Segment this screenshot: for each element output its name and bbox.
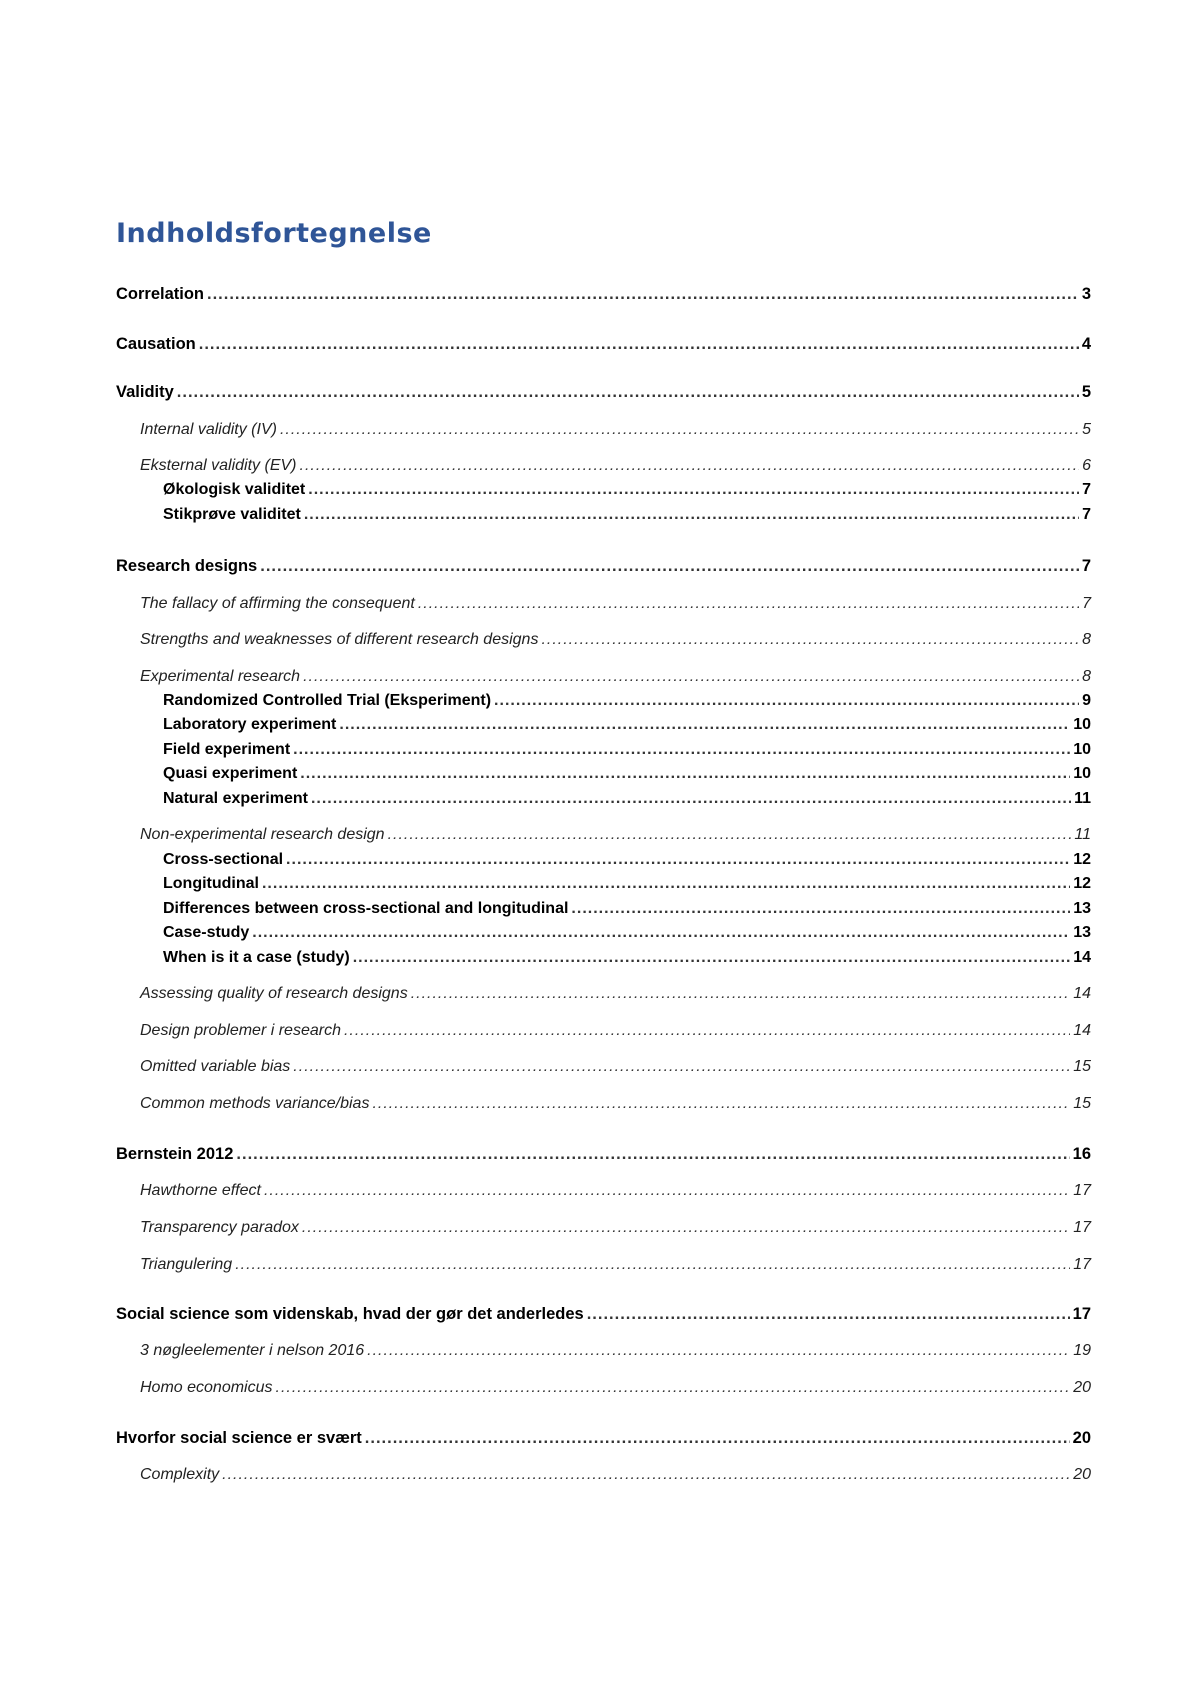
toc-dot-leader bbox=[260, 555, 1079, 577]
toc-page-number: 13 bbox=[1073, 924, 1091, 941]
toc-dot-leader bbox=[303, 666, 1079, 688]
toc-page-number: 17 bbox=[1073, 1219, 1091, 1236]
toc-page-number: 5 bbox=[1081, 383, 1091, 401]
toc-entry[interactable] bbox=[163, 873, 1091, 895]
toc-entry[interactable] bbox=[163, 479, 1091, 501]
toc-entry[interactable] bbox=[140, 1180, 1091, 1202]
toc-entry-label: Homo economicus bbox=[140, 1379, 273, 1396]
toc-entry-label: Cross-sectional bbox=[163, 851, 284, 868]
toc-page-number: 6 bbox=[1082, 457, 1091, 474]
toc-entry-label: Hvorfor social science er svært bbox=[116, 1429, 362, 1447]
toc-dot-leader bbox=[587, 1303, 1070, 1325]
toc-entry-label: Assessing quality of research designs bbox=[140, 985, 408, 1002]
toc-page-number: 5 bbox=[1082, 421, 1091, 438]
toc-page-number: 10 bbox=[1073, 741, 1091, 758]
toc-dot-leader bbox=[304, 504, 1079, 526]
toc-entry[interactable] bbox=[163, 714, 1091, 736]
toc-entry-label: Økologisk validitet bbox=[163, 481, 306, 498]
toc-page-number: 19 bbox=[1073, 1342, 1091, 1359]
toc-entry[interactable] bbox=[140, 666, 1091, 688]
toc-entry[interactable] bbox=[163, 922, 1091, 944]
toc-dot-leader bbox=[293, 1056, 1070, 1078]
toc-entry[interactable] bbox=[140, 419, 1091, 441]
toc-entry[interactable] bbox=[116, 555, 1091, 577]
toc-dot-leader bbox=[418, 593, 1079, 615]
toc-page-number: 17 bbox=[1073, 1256, 1091, 1273]
toc-page-number: 14 bbox=[1073, 985, 1091, 1002]
toc-dot-leader bbox=[571, 898, 1070, 920]
toc-page-number: 8 bbox=[1082, 631, 1091, 648]
toc-dot-leader bbox=[199, 333, 1079, 355]
toc-entry[interactable] bbox=[140, 1217, 1091, 1239]
toc-page-number: 9 bbox=[1082, 692, 1091, 709]
toc-page-number: 12 bbox=[1073, 851, 1091, 868]
toc-page-number: 3 bbox=[1081, 285, 1091, 303]
toc-entry-label: Longitudinal bbox=[163, 875, 259, 892]
toc-dot-leader bbox=[308, 479, 1079, 501]
toc-entry-label: Eksternal validity (EV) bbox=[140, 457, 297, 474]
toc-page-number: 12 bbox=[1073, 875, 1091, 892]
toc-dot-leader bbox=[541, 629, 1079, 651]
toc-entry[interactable] bbox=[140, 1377, 1091, 1399]
toc-entry-label: Differences between cross-sectional and longitudinal bbox=[163, 900, 569, 917]
toc-entry-label: Design problemer i research bbox=[140, 1022, 341, 1039]
toc-entry[interactable] bbox=[116, 1427, 1091, 1449]
toc-dot-leader bbox=[264, 1180, 1070, 1202]
toc-entry[interactable] bbox=[163, 504, 1091, 526]
toc-entry[interactable] bbox=[116, 381, 1091, 403]
toc-entry-label: Transparency paradox bbox=[140, 1219, 299, 1236]
toc-page-number: 17 bbox=[1072, 1305, 1091, 1323]
toc-entry-label: Research designs bbox=[116, 557, 258, 575]
toc-page-number: 7 bbox=[1082, 481, 1091, 498]
toc-dot-leader bbox=[344, 1020, 1070, 1042]
toc-entry[interactable] bbox=[140, 593, 1091, 615]
toc-dot-leader bbox=[365, 1427, 1070, 1449]
toc-page-number: 14 bbox=[1073, 1022, 1091, 1039]
toc-entry[interactable] bbox=[140, 824, 1091, 846]
toc-dot-leader bbox=[353, 947, 1070, 969]
toc-entry-label: Bernstein 2012 bbox=[116, 1145, 234, 1163]
toc-dot-leader bbox=[388, 824, 1072, 846]
toc-entry-label: Hawthorne effect bbox=[140, 1182, 261, 1199]
toc-page-number: 14 bbox=[1073, 949, 1091, 966]
toc-dot-leader bbox=[252, 922, 1070, 944]
toc-dot-leader bbox=[286, 849, 1070, 871]
toc-dot-leader bbox=[372, 1093, 1070, 1115]
toc-dot-leader bbox=[207, 283, 1079, 305]
toc-dot-leader bbox=[300, 455, 1080, 477]
toc-heading: Indholdsfortegnelse bbox=[116, 218, 432, 249]
toc-entry[interactable] bbox=[163, 763, 1091, 785]
toc-entry-label: When is it a case (study) bbox=[163, 949, 350, 966]
toc-page-number: 20 bbox=[1072, 1429, 1091, 1447]
toc-page-number: 20 bbox=[1073, 1466, 1091, 1483]
toc-entry[interactable] bbox=[140, 1093, 1091, 1115]
toc-entry[interactable] bbox=[140, 455, 1091, 477]
toc-entry[interactable] bbox=[140, 983, 1091, 1005]
toc-entry-label: Non-experimental research design bbox=[140, 826, 385, 843]
toc-dot-leader bbox=[411, 983, 1071, 1005]
toc-entry-label: Internal validity (IV) bbox=[140, 421, 277, 438]
toc-entry-label: Common methods variance/bias bbox=[140, 1095, 370, 1112]
toc-dot-leader bbox=[300, 763, 1070, 785]
toc-entry-label: Omitted variable bias bbox=[140, 1058, 291, 1075]
toc-entry-label: 3 nøgleelementer i nelson 2016 bbox=[140, 1342, 365, 1359]
toc-entry[interactable] bbox=[163, 898, 1091, 920]
toc-entry[interactable] bbox=[116, 283, 1091, 305]
toc-entry-label: The fallacy of affirming the consequent bbox=[140, 595, 415, 612]
toc-page-number: 11 bbox=[1074, 826, 1091, 843]
toc-entry[interactable] bbox=[116, 1303, 1091, 1325]
toc-dot-leader bbox=[177, 381, 1079, 403]
toc-dot-leader bbox=[236, 1143, 1069, 1165]
toc-page-number: 7 bbox=[1081, 557, 1091, 575]
toc-dot-leader bbox=[235, 1254, 1070, 1276]
toc-dot-leader bbox=[339, 714, 1070, 736]
toc-entry-label: Field experiment bbox=[163, 741, 291, 758]
toc-entry[interactable] bbox=[163, 739, 1091, 761]
toc-page-number: 10 bbox=[1073, 716, 1091, 733]
toc-entry-label: Complexity bbox=[140, 1466, 220, 1483]
toc-page-number: 15 bbox=[1073, 1058, 1091, 1075]
toc-dot-leader bbox=[276, 1377, 1071, 1399]
toc-dot-leader bbox=[311, 788, 1071, 810]
toc-entry[interactable] bbox=[140, 1340, 1091, 1362]
toc-entry[interactable] bbox=[140, 629, 1091, 651]
toc-page-number: 20 bbox=[1073, 1379, 1091, 1396]
toc-page-number: 4 bbox=[1081, 335, 1091, 353]
toc-dot-leader bbox=[222, 1464, 1070, 1486]
toc-entry-label: Natural experiment bbox=[163, 790, 308, 807]
toc-dot-leader bbox=[262, 873, 1070, 895]
toc-entry[interactable] bbox=[163, 690, 1091, 712]
toc-entry[interactable] bbox=[140, 1056, 1091, 1078]
toc-page-number: 17 bbox=[1073, 1182, 1091, 1199]
toc-entry-label: Stikprøve validitet bbox=[163, 506, 301, 523]
toc-entry[interactable] bbox=[140, 1254, 1091, 1276]
toc-page-number: 7 bbox=[1082, 506, 1091, 523]
toc-entry[interactable] bbox=[140, 1464, 1091, 1486]
toc-entry[interactable] bbox=[163, 947, 1091, 969]
toc-entry-label: Validity bbox=[116, 383, 174, 401]
toc-entry-label: Triangulering bbox=[140, 1256, 233, 1273]
toc-entry-label: Correlation bbox=[116, 285, 205, 303]
toc-entry[interactable] bbox=[116, 1143, 1091, 1165]
toc-entry[interactable] bbox=[163, 788, 1091, 810]
toc-entry-label: Social science som videnskab, hvad der gør det anderledes bbox=[116, 1305, 584, 1323]
toc-entry-label: Causation bbox=[116, 335, 196, 353]
toc-entry-label: Randomized Controlled Trial (Eksperiment) bbox=[163, 692, 492, 709]
toc-entry[interactable] bbox=[116, 333, 1091, 355]
toc-page-number: 16 bbox=[1072, 1145, 1091, 1163]
toc-page-number: 11 bbox=[1074, 790, 1091, 807]
toc-page-number: 15 bbox=[1073, 1095, 1091, 1112]
toc-dot-leader bbox=[302, 1217, 1070, 1239]
toc-dot-leader bbox=[367, 1340, 1070, 1362]
toc-entry-label: Case-study bbox=[163, 924, 250, 941]
toc-entry-label: Strengths and weaknesses of different research designs bbox=[140, 631, 539, 648]
toc-page-number: 8 bbox=[1082, 668, 1091, 685]
toc-entry[interactable] bbox=[140, 1020, 1091, 1042]
toc-dot-leader bbox=[280, 419, 1079, 441]
toc-dot-leader bbox=[293, 739, 1070, 761]
toc-dot-leader bbox=[494, 690, 1079, 712]
toc-entry-label: Quasi experiment bbox=[163, 765, 298, 782]
toc-entry-label: Laboratory experiment bbox=[163, 716, 337, 733]
toc-page-number: 13 bbox=[1073, 900, 1091, 917]
toc-entry-label: Experimental research bbox=[140, 668, 301, 685]
toc-page-number: 7 bbox=[1082, 595, 1091, 612]
toc-entry[interactable] bbox=[163, 849, 1091, 871]
toc-page-number: 10 bbox=[1073, 765, 1091, 782]
